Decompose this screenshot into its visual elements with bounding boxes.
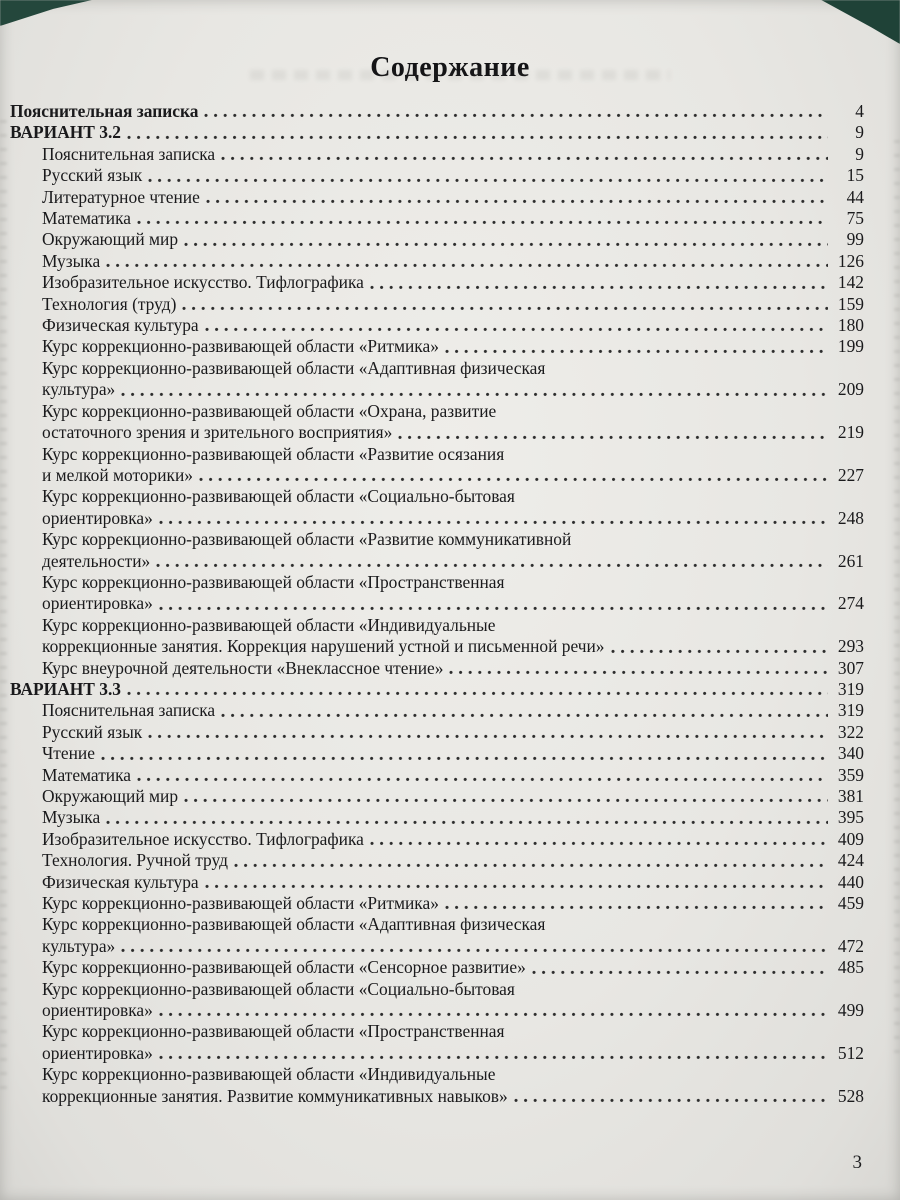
toc-line bbox=[10, 444, 864, 465]
toc-entry-page-number: 4 bbox=[855, 101, 864, 121]
dot-leader bbox=[449, 670, 828, 675]
toc-entry-text: Курс коррекционно-развивающей области «Ритмика» bbox=[42, 893, 439, 914]
dot-leader bbox=[370, 841, 828, 846]
toc-entry-text: ВАРИАНТ 3.3 bbox=[10, 678, 121, 699]
toc-entry-page-number: 307 bbox=[837, 657, 864, 678]
dot-leader bbox=[221, 713, 828, 718]
toc-line bbox=[10, 807, 864, 828]
toc-entry bbox=[10, 914, 864, 957]
toc-entry bbox=[10, 187, 864, 208]
dot-leader bbox=[204, 113, 828, 118]
toc-entry bbox=[10, 722, 864, 743]
toc-line bbox=[10, 1086, 864, 1107]
toc-line bbox=[10, 722, 864, 743]
toc-entry-text: Курс коррекционно-развивающей области «Охрана, развитие bbox=[42, 400, 497, 421]
toc-line bbox=[10, 1000, 864, 1021]
toc-entry-page-number: 440 bbox=[837, 871, 864, 892]
dot-leader bbox=[445, 349, 828, 354]
toc-entry-text: остаточного зрения и зрительного восприятия» bbox=[42, 422, 393, 443]
toc-line bbox=[10, 165, 864, 186]
dot-leader bbox=[159, 606, 828, 611]
dot-leader bbox=[206, 199, 828, 204]
toc-line bbox=[10, 829, 864, 850]
toc-entry-text: Курс коррекционно-развивающей области «Развитие коммуникативной bbox=[42, 529, 572, 550]
dot-leader bbox=[156, 563, 828, 568]
toc-entry-text: коррекционные занятия. Коррекция нарушений устной и письменной речи» bbox=[42, 636, 605, 657]
toc-entry-text: деятельности» bbox=[42, 550, 151, 571]
page-title: Содержание bbox=[370, 52, 530, 83]
toc-entry-text: Курс коррекционно-развивающей области «Индивидуальные bbox=[42, 614, 496, 635]
toc-entry bbox=[10, 229, 864, 250]
toc-entry bbox=[10, 829, 864, 850]
toc-line bbox=[10, 251, 864, 272]
toc-line bbox=[10, 1064, 864, 1085]
toc-entry-page-number: 528 bbox=[837, 1085, 864, 1106]
toc-line bbox=[10, 786, 864, 807]
toc-entry-text: Музыка bbox=[42, 250, 101, 271]
toc-entry-text: Чтение bbox=[42, 743, 95, 764]
dot-leader bbox=[611, 649, 828, 654]
toc-line bbox=[10, 872, 864, 893]
toc-entry-page-number: 485 bbox=[837, 957, 864, 978]
toc-entry-text: Курс коррекционно-развивающей области «Социально-бытовая bbox=[42, 486, 515, 507]
toc-entry-page-number: 499 bbox=[837, 1000, 864, 1021]
toc-entry bbox=[10, 807, 864, 828]
toc-entry-page-number: 359 bbox=[837, 764, 864, 785]
toc-entry-text: ориентировка» bbox=[42, 1000, 153, 1021]
toc-entry-page-number: 459 bbox=[837, 893, 864, 914]
toc-entry-text: и мелкой моторики» bbox=[42, 464, 193, 485]
toc-line bbox=[10, 486, 864, 507]
toc-entry-page-number: 424 bbox=[837, 850, 864, 871]
dot-leader bbox=[159, 520, 828, 525]
dot-leader bbox=[398, 435, 828, 440]
dot-leader bbox=[101, 756, 828, 761]
toc-entry-text: культура» bbox=[42, 935, 116, 956]
toc-entry bbox=[10, 700, 864, 721]
toc-entry bbox=[10, 850, 864, 871]
dot-leader bbox=[199, 477, 828, 482]
toc-entry bbox=[10, 122, 864, 143]
toc-entry-text: Изобразительное искусство. Тифлографика bbox=[42, 272, 364, 293]
toc-entry-page-number: 319 bbox=[837, 678, 864, 699]
toc-entry-page-number: 180 bbox=[837, 315, 864, 336]
toc-line bbox=[10, 122, 864, 143]
dot-leader bbox=[514, 1098, 828, 1103]
dot-leader bbox=[205, 327, 828, 332]
toc-entry-text: Пояснительная записка bbox=[10, 101, 199, 121]
toc-entry bbox=[10, 101, 864, 122]
toc-entry-page-number: 409 bbox=[837, 828, 864, 849]
toc-entry-page-number: 381 bbox=[837, 786, 864, 806]
toc-entry-page-number: 75 bbox=[846, 208, 864, 229]
toc-entry-text: ВАРИАНТ 3.2 bbox=[10, 122, 121, 143]
dot-leader bbox=[182, 306, 828, 311]
toc-entry bbox=[10, 743, 864, 764]
toc-line bbox=[10, 593, 864, 614]
toc-line bbox=[10, 914, 864, 935]
toc-entry-text: Технология. Ручной труд bbox=[42, 850, 228, 871]
toc-line bbox=[10, 358, 864, 379]
toc-line bbox=[10, 551, 864, 572]
toc-entry-text: Русский язык bbox=[42, 721, 143, 742]
toc-entry bbox=[10, 401, 864, 444]
toc-entry bbox=[10, 1064, 864, 1107]
toc-entry bbox=[10, 294, 864, 315]
toc-line bbox=[10, 700, 864, 721]
toc-line bbox=[10, 850, 864, 871]
toc-entry bbox=[10, 251, 864, 272]
toc-entry bbox=[10, 872, 864, 893]
toc-entry-text: ориентировка» bbox=[42, 507, 153, 528]
toc-entry bbox=[10, 272, 864, 293]
toc-line bbox=[10, 272, 864, 293]
dot-leader bbox=[184, 242, 828, 247]
toc-entry-page-number: 99 bbox=[846, 229, 864, 250]
toc-entry-page-number: 209 bbox=[837, 379, 864, 400]
dot-leader bbox=[148, 178, 828, 183]
toc-entry bbox=[10, 893, 864, 914]
toc-entry bbox=[10, 165, 864, 186]
toc-entry-text: Окружающий мир bbox=[42, 786, 179, 806]
toc-entry-page-number: 293 bbox=[837, 636, 864, 657]
toc-line bbox=[10, 1021, 864, 1042]
toc-line bbox=[10, 401, 864, 422]
toc-entry-page-number: 512 bbox=[837, 1042, 864, 1063]
toc-entry-text: Математика bbox=[42, 764, 132, 785]
toc-entry-text: Курс коррекционно-развивающей области «Пространственная bbox=[42, 571, 505, 592]
toc-entry bbox=[10, 444, 864, 487]
toc-entry-page-number: 15 bbox=[846, 165, 864, 186]
dot-leader bbox=[445, 905, 828, 910]
toc-entry bbox=[10, 1021, 864, 1064]
toc-entry-text: Курс внеурочной деятельности «Внеклассное чтение» bbox=[42, 657, 444, 678]
toc-entry bbox=[10, 979, 864, 1022]
toc-entry bbox=[10, 679, 864, 700]
dot-leader bbox=[106, 263, 828, 268]
dot-leader bbox=[205, 884, 828, 889]
dot-leader bbox=[159, 1012, 828, 1017]
toc-entry-text: Курс коррекционно-развивающей области «Адаптивная физическая bbox=[42, 914, 546, 935]
toc-entry-page-number: 219 bbox=[837, 422, 864, 443]
toc-line bbox=[10, 658, 864, 679]
toc-line bbox=[10, 765, 864, 786]
toc-entry-text: Курс коррекционно-развивающей области «Ритмика» bbox=[42, 336, 439, 357]
toc-entry-text: Физическая культура bbox=[42, 871, 199, 892]
toc-entry bbox=[10, 358, 864, 401]
toc-entry bbox=[10, 765, 864, 786]
toc-line bbox=[10, 636, 864, 657]
dot-leader bbox=[106, 820, 828, 825]
toc-entry bbox=[10, 529, 864, 572]
toc-entry-page-number: 159 bbox=[837, 293, 864, 314]
toc-entry bbox=[10, 572, 864, 615]
toc-entry-page-number: 322 bbox=[837, 721, 864, 742]
toc-entry bbox=[10, 615, 864, 658]
toc-line bbox=[10, 229, 864, 250]
dot-leader bbox=[234, 863, 828, 868]
toc-line bbox=[10, 893, 864, 914]
toc-entry-text: культура» bbox=[42, 379, 116, 400]
toc-entry-page-number: 126 bbox=[837, 250, 864, 271]
dot-leader bbox=[127, 691, 828, 696]
toc-line bbox=[10, 529, 864, 550]
toc-entry-text: коррекционные занятия. Развитие коммуникативных навыков» bbox=[42, 1085, 508, 1106]
toc-entry-text: Математика bbox=[42, 208, 132, 229]
toc-line bbox=[10, 294, 864, 315]
toc-entry-text: Физическая культура bbox=[42, 315, 199, 336]
toc-line bbox=[10, 187, 864, 208]
toc-line bbox=[10, 208, 864, 229]
toc-entry-page-number: 261 bbox=[837, 550, 864, 571]
dot-leader bbox=[121, 948, 828, 953]
toc-entry-text: Курс коррекционно-развивающей области «Индивидуальные bbox=[42, 1064, 496, 1085]
toc-line bbox=[10, 422, 864, 443]
toc-entry bbox=[10, 315, 864, 336]
toc-entry-page-number: 395 bbox=[837, 807, 864, 828]
toc-line bbox=[10, 679, 864, 700]
toc-entry-page-number: 319 bbox=[837, 700, 864, 721]
toc-entry bbox=[10, 208, 864, 229]
toc-entry-text: Музыка bbox=[42, 807, 101, 828]
toc-entry-text: Пояснительная записка bbox=[42, 700, 216, 721]
dot-leader bbox=[121, 392, 828, 397]
toc-line bbox=[10, 465, 864, 486]
dot-leader bbox=[184, 798, 828, 803]
toc-line bbox=[10, 615, 864, 636]
toc-entry-text: Курс коррекционно-развивающей области «Сенсорное развитие» bbox=[42, 957, 526, 978]
toc-entry-text: Изобразительное искусство. Тифлографика bbox=[42, 828, 364, 849]
toc-line bbox=[10, 508, 864, 529]
page-number: 3 bbox=[852, 1152, 862, 1173]
toc-line bbox=[10, 957, 864, 978]
toc-entry-page-number: 44 bbox=[846, 186, 864, 207]
toc-entry-text: Курс коррекционно-развивающей области «Социально-бытовая bbox=[42, 978, 515, 999]
toc-entry-page-number: 274 bbox=[837, 593, 864, 614]
toc-entry-page-number: 142 bbox=[837, 272, 864, 293]
dot-leader bbox=[148, 734, 828, 739]
toc-entry-text: Русский язык bbox=[42, 165, 143, 186]
toc-entry bbox=[10, 658, 864, 679]
toc-entry-text: ориентировка» bbox=[42, 1042, 153, 1063]
toc-entry-page-number: 340 bbox=[837, 743, 864, 764]
toc-line bbox=[10, 572, 864, 593]
dot-leader bbox=[159, 1055, 828, 1060]
dot-leader bbox=[137, 777, 828, 782]
toc-entry-page-number: 9 bbox=[855, 122, 864, 143]
toc-list bbox=[0, 101, 900, 1107]
toc-entry-text: Литературное чтение bbox=[42, 186, 200, 207]
toc-entry bbox=[10, 957, 864, 978]
toc-line bbox=[10, 936, 864, 957]
toc-entry-page-number: 227 bbox=[837, 464, 864, 485]
toc-entry bbox=[10, 786, 864, 807]
toc-line bbox=[10, 379, 864, 400]
toc-line bbox=[10, 315, 864, 336]
dot-leader bbox=[127, 135, 828, 140]
toc-entry-text: Окружающий мир bbox=[42, 229, 179, 250]
toc-entry-page-number: 472 bbox=[837, 935, 864, 956]
toc-line bbox=[10, 144, 864, 165]
toc-entry bbox=[10, 336, 864, 357]
toc-entry-text: ориентировка» bbox=[42, 593, 153, 614]
toc-entry-text: Технология (труд) bbox=[42, 293, 177, 314]
toc-entry bbox=[10, 486, 864, 529]
dot-leader bbox=[370, 285, 828, 290]
toc-entry-text: Курс коррекционно-развивающей области «Развитие осязания bbox=[42, 443, 505, 464]
dot-leader bbox=[137, 220, 828, 225]
toc-entry-page-number: 248 bbox=[837, 507, 864, 528]
toc-line bbox=[10, 336, 864, 357]
toc-entry-page-number: 9 bbox=[855, 143, 864, 164]
toc-entry-page-number: 199 bbox=[837, 336, 864, 357]
toc-line bbox=[10, 979, 864, 1000]
toc-line bbox=[10, 743, 864, 764]
toc-line bbox=[10, 1043, 864, 1064]
toc-entry bbox=[10, 144, 864, 165]
toc-line bbox=[10, 101, 864, 122]
toc-entry-text: Пояснительная записка bbox=[42, 143, 216, 164]
dot-leader bbox=[221, 156, 828, 161]
toc-entry-text: Курс коррекционно-развивающей области «Адаптивная физическая bbox=[42, 357, 546, 378]
dot-leader bbox=[532, 970, 828, 975]
toc-entry-text: Курс коррекционно-развивающей области «Пространственная bbox=[42, 1021, 505, 1042]
